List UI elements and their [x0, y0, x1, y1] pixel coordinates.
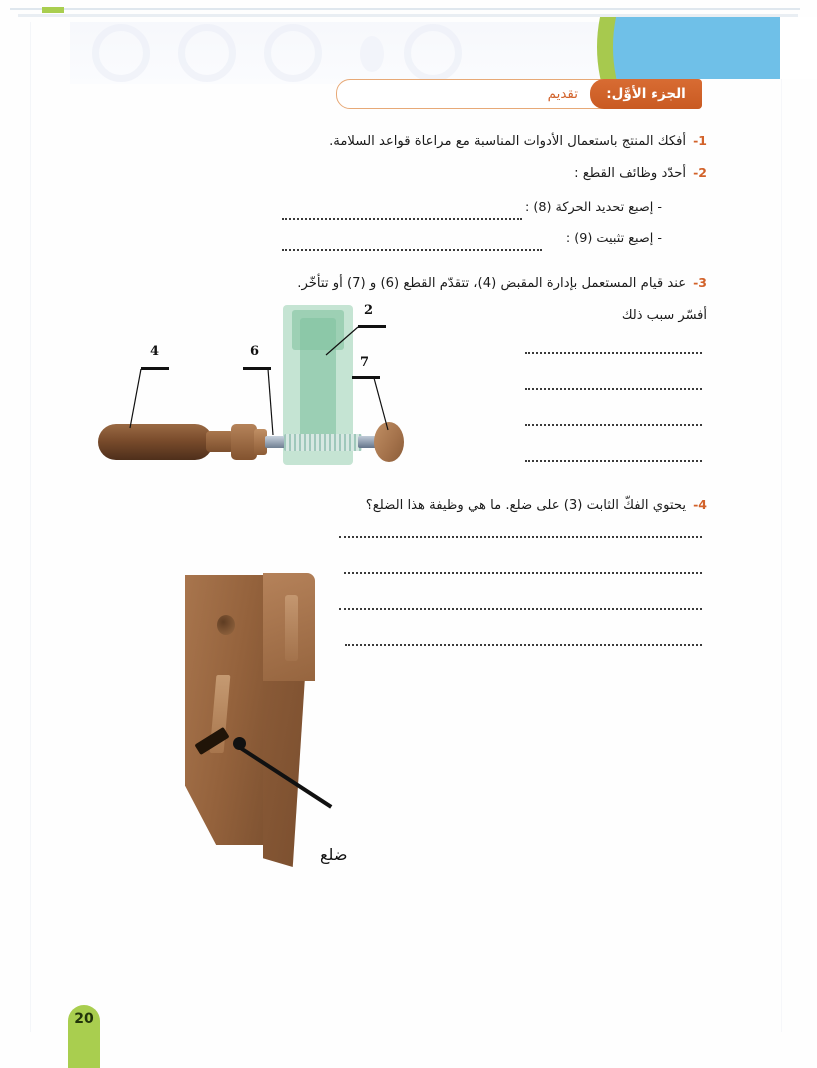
watermark-circle	[404, 24, 462, 82]
watermark-circle	[92, 24, 150, 82]
answer-line	[525, 424, 702, 426]
question-3-number: 3-	[693, 275, 707, 290]
question-3-text: عند قيام المستعمل بإدارة المقبض (4)، تتقدّم القطع (6) و (7) أو تتأخّر.	[297, 276, 687, 291]
figure-label-2: 2	[364, 303, 374, 318]
question-3	[297, 274, 707, 294]
answer-line	[525, 388, 702, 390]
page-number: 20	[74, 1011, 94, 1027]
figure-label-4: 4	[150, 344, 160, 359]
answer-line	[282, 249, 542, 251]
clamp-handle-neck	[206, 431, 234, 452]
figure-label-7: 7	[360, 355, 370, 370]
question-3-prompt: أفسّر سبب ذلك	[621, 308, 707, 323]
sub-item-2: - إصبع تثبيت (9) :	[565, 231, 662, 246]
figure-fixed-jaw	[155, 555, 415, 875]
figure-label-2-tick	[358, 325, 386, 328]
banner-part-chip	[590, 79, 702, 109]
jaw-head-slot	[285, 595, 298, 661]
section-banner	[336, 79, 702, 109]
jaw-leader-dot	[233, 737, 246, 750]
clamp-body-top	[292, 310, 344, 350]
question-2-number: 2-	[693, 165, 707, 180]
jaw-caption: ضلع	[320, 845, 348, 864]
clamp-handle	[98, 424, 213, 460]
clamp-screw-thread	[284, 434, 362, 451]
answer-line	[339, 536, 702, 538]
question-4-number: 4-	[693, 497, 707, 512]
figure-label-4-tick	[141, 367, 169, 370]
watermark-circle	[178, 24, 236, 82]
top-rule-upper	[10, 8, 800, 10]
figure-label-6: 6	[250, 344, 260, 359]
banner-part-label: الجزء الأوَّل:	[606, 86, 686, 102]
figure-clamp-assembly	[88, 300, 418, 485]
corner-white-margin	[780, 17, 817, 79]
jaw-hole	[217, 615, 235, 635]
watermark-blob	[360, 36, 384, 72]
page-number-tab	[68, 1005, 100, 1068]
corner-decoration	[587, 17, 817, 79]
question-1-text: أفكك المنتج باستعمال الأدوات المناسبة مع مراعاة قواعد السلامة.	[329, 134, 687, 149]
watermark-circle	[264, 24, 322, 82]
watermark-band	[70, 22, 610, 84]
answer-line	[525, 352, 702, 354]
banner-section-label: تقديم	[547, 86, 578, 102]
clamp-pressure-disc	[374, 422, 404, 462]
figure-label-7-tick	[352, 376, 380, 379]
answer-line	[525, 460, 702, 462]
question-2	[574, 164, 707, 184]
green-tick-mark	[42, 7, 64, 13]
question-2-text: أحدّد وظائف القطع :	[574, 166, 687, 181]
question-4	[366, 496, 707, 516]
question-1	[329, 132, 707, 152]
sub-item-1: - إصبع تحديد الحركة (8) :	[524, 200, 662, 215]
figure-label-6-tick	[243, 367, 271, 370]
answer-line	[282, 218, 522, 220]
question-1-number: 1-	[693, 133, 707, 148]
question-4-text: يحتوي الفكّ الثابت (3) على ضلع. ما هي وظيفة هذا الضلع؟	[365, 498, 687, 513]
